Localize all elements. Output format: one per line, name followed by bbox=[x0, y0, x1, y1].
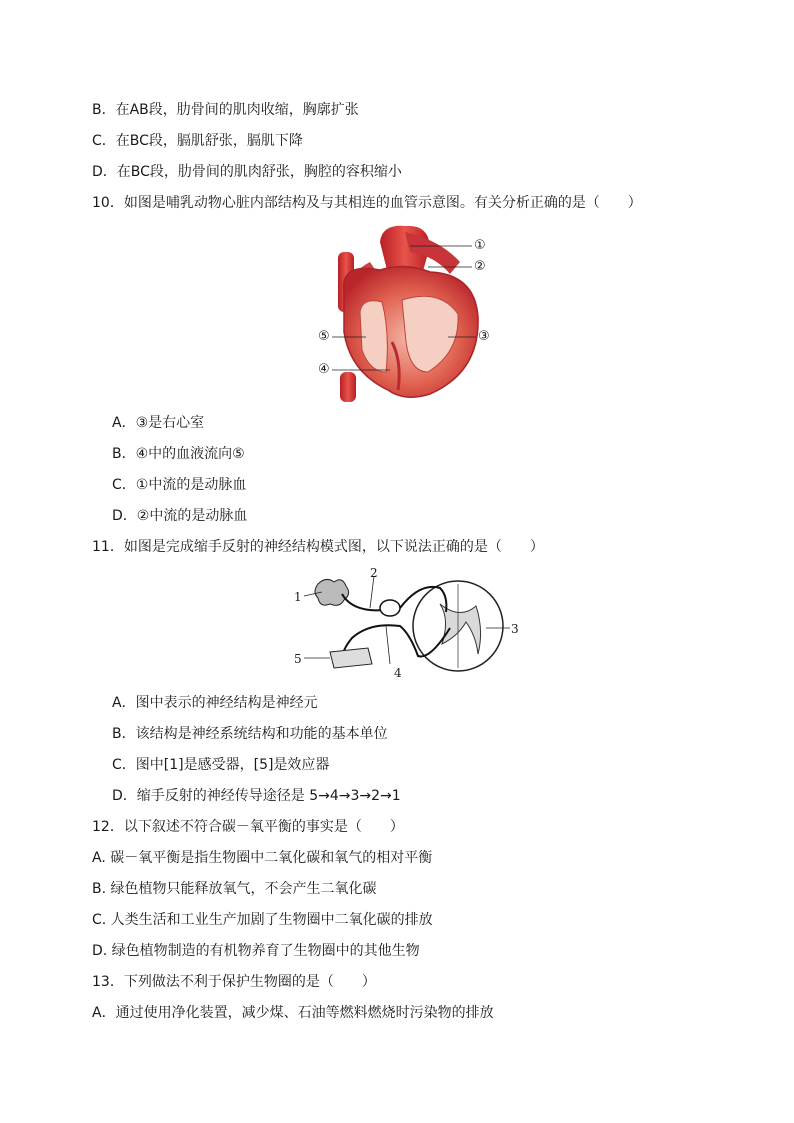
q12-option-d: D. 绿色植物制造的有机物养育了生物圈中的其他生物 bbox=[92, 943, 420, 959]
q12-stem: 12．以下叙述不符合碳－氧平衡的事实是（ ） bbox=[92, 819, 404, 835]
q11-option-b: B．该结构是神经系统结构和功能的基本单位 bbox=[112, 726, 388, 742]
q11-option-a: A．图中表示的神经结构是神经元 bbox=[112, 695, 318, 711]
q13-option-a: A．通过使用净化装置，减少煤、石油等燃料燃烧时污染物的排放 bbox=[92, 1005, 494, 1021]
q10-option-a: A．③是右心室 bbox=[112, 415, 205, 431]
q12-option-c: C. 人类生活和工业生产加剧了生物圈中二氧化碳的排放 bbox=[92, 912, 433, 928]
q11-option-d: D．缩手反射的神经传导途径是 5→4→3→2→1 bbox=[112, 788, 401, 804]
q13-stem: 13．下列做法不利于保护生物圈的是（ ） bbox=[92, 974, 376, 990]
q9-option-c: C．在BC段，膈肌舒张，膈肌下降 bbox=[92, 133, 303, 149]
q12-option-b: B. 绿色植物只能释放氧气，不会产生二氧化碳 bbox=[92, 881, 377, 897]
heart-diagram bbox=[310, 222, 500, 404]
q12-option-a: A. 碳－氧平衡是指生物圈中二氧化碳和氧气的相对平衡 bbox=[92, 850, 433, 866]
reflex-label-2: 2 bbox=[370, 566, 378, 580]
q10-option-b: B．④中的血液流向⑤ bbox=[112, 446, 245, 462]
reflex-arc-illustration bbox=[290, 564, 522, 682]
q10-stem: 10．如图是哺乳动物心脏内部结构及与其相连的血管示意图。有关分析正确的是（ ） bbox=[92, 195, 642, 211]
q11-stem: 11．如图是完成缩手反射的神经结构模式图，以下说法正确的是（ ） bbox=[92, 539, 544, 555]
q10-option-d: D．②中流的是动脉血 bbox=[112, 508, 248, 524]
q9-option-d: D．在BC段，肋骨间的肌肉舒张，胸腔的容积缩小 bbox=[92, 164, 402, 180]
reflex-label-1: 1 bbox=[294, 590, 302, 604]
q9-option-b: B．在AB段，肋骨间的肌肉收缩，胸廓扩张 bbox=[92, 102, 359, 118]
reflex-label-5: 5 bbox=[294, 652, 302, 666]
heart-label-4: ④ bbox=[318, 362, 330, 377]
reflex-label-4: 4 bbox=[394, 666, 402, 680]
reflex-label-3: 3 bbox=[511, 622, 519, 636]
reflex-arc-diagram bbox=[290, 564, 522, 682]
heart-label-3: ③ bbox=[478, 329, 490, 344]
q11-option-c: C．图中[1]是感受器，[5]是效应器 bbox=[112, 757, 330, 773]
heart-label-2: ② bbox=[474, 259, 486, 274]
heart-label-1: ① bbox=[474, 238, 486, 253]
heart-leader-lines bbox=[310, 222, 500, 404]
heart-label-5: ⑤ bbox=[318, 329, 330, 344]
q10-option-c: C．①中流的是动脉血 bbox=[112, 477, 247, 493]
